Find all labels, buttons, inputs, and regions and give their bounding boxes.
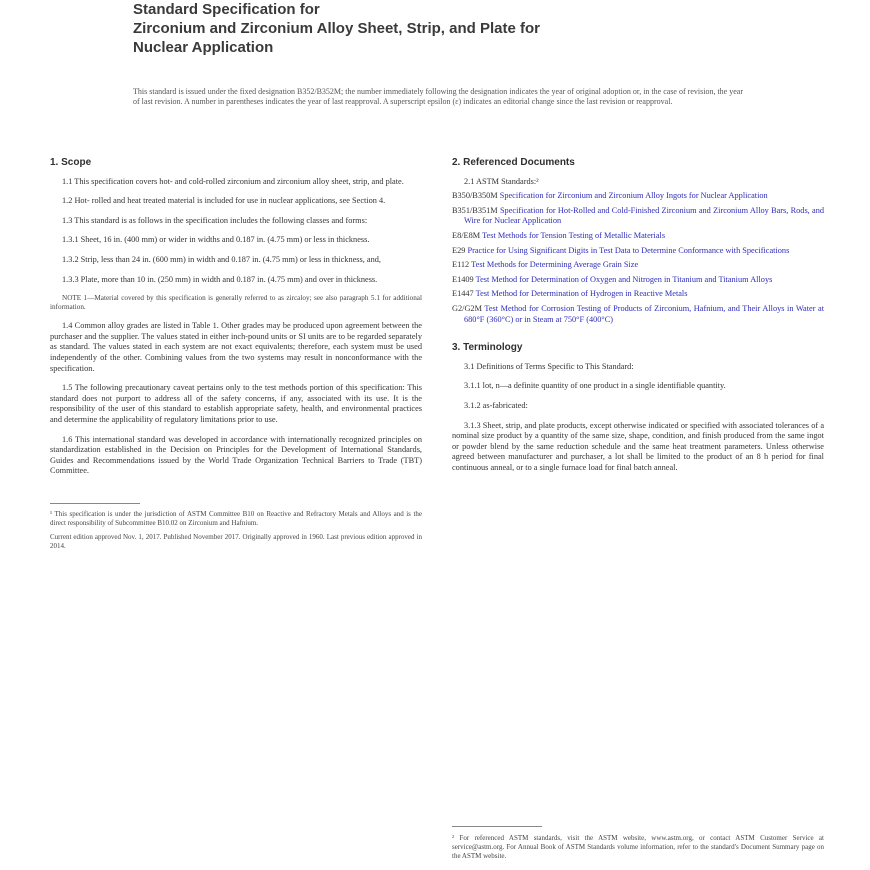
section-referenced-documents-heading: 2. Referenced Documents bbox=[452, 157, 575, 168]
reference-item[interactable]: E29 Practice for Using Significant Digits in Test Data to Determine Conformance with Specifications bbox=[452, 245, 790, 255]
paragraph-1-3: 1.3 This standard is as follows in the specification includes the following classes and forms: bbox=[62, 215, 368, 225]
footnote-divider bbox=[50, 503, 140, 504]
footnote-edition: Current edition approved Nov. 1, 2017. Published November 2017. Originally approved in 1960. Last previous edition approved in 2014. bbox=[50, 533, 422, 551]
paragraph-1-3-1: 1.3.1 Sheet, 16 in. (400 mm) or wider in widths and 0.187 in. (4.75 mm) or less in thickness. bbox=[62, 235, 370, 245]
paragraph-3-1-2: 3.1.2 as-fabricated: bbox=[464, 400, 528, 410]
paragraph-1-3-3: 1.3.3 Plate, more than 10 in. (250 mm) in width and 0.187 in. (4.75 mm) and over in thickness. bbox=[62, 274, 378, 284]
paragraph-1-3-2: 1.3.2 Strip, less than 24 in. (600 mm) in width and 0.187 in. (4.75 mm) or less in thickness, and, bbox=[62, 254, 381, 264]
title-line-1: Standard Specification for bbox=[133, 1, 320, 18]
paragraph-1-1: 1.1 This specification covers hot- and cold-rolled zirconium and zirconium alloy sheet, strip, and plate. bbox=[62, 176, 404, 186]
paragraph-1-4: 1.4 Common alloy grades are listed in Table 1. Other grades may be produced upon agreement between the purchaser and the supplier. The values stated in either inch-pound units or SI units are to be regarded separately as standard. The values stated in each system are not exact equivalents; therefore, each system must be used independently of the other. Combining values from the two systems may result in nonconformance with the specification. bbox=[50, 321, 422, 373]
astm-standards-label: 2.1 ASTM Standards:² bbox=[464, 176, 539, 186]
reference-item[interactable]: E1447 Test Method for Determination of Hydrogen in Reactive Metals bbox=[452, 289, 688, 299]
left-column bbox=[50, 158, 422, 557]
paragraph-3-1-1: 3.1.1 lot, n—a definite quantity of one product in a single identifiable quantity. bbox=[464, 381, 726, 391]
section-terminology-heading: 3. Terminology bbox=[452, 342, 523, 354]
title-line-2: Zirconium and Zirconium Alloy Sheet, Strip, and Plate for bbox=[133, 20, 540, 37]
title-line-3: Nuclear Application bbox=[133, 39, 274, 56]
section-scope-heading: 1. Scope bbox=[50, 157, 92, 168]
paragraph-3-1-3: 3.1.3 Sheet, strip, and plate products, except otherwise indicated or specified with associated tolerances of a nominal size product by a quantity of the same size, shape, condition, and finish produced from the same ingot or powder blend by the same reduction schedule and the same heat treatment parameters. Unless otherwise agreed between manufacturer and purchaser, a lot shall be limited to the product of an 8 h period for final continuous anneal, or to a single furnace load for final batch anneal. bbox=[452, 420, 824, 472]
reference-item[interactable]: E1409 Test Method for Determination of Oxygen and Nitrogen in Titanium and Titanium Alloys bbox=[452, 274, 773, 284]
footnote-1: ¹ This specification is under the jurisdiction of ASTM Committee B10 on Reactive and Refractory Metals and Alloys and is the direct responsibility of Subcommittee B10.02 on Zirconium and Hafnium. bbox=[50, 509, 422, 527]
paragraph-1-2: 1.2 Hot- rolled and heat treated material is included for use in nuclear applications, see Section 4. bbox=[62, 196, 386, 206]
document-title bbox=[133, 0, 773, 57]
reference-item[interactable]: E112 Test Methods for Determining Average Grain Size bbox=[452, 260, 639, 270]
right-column bbox=[452, 158, 824, 482]
right-footnote-divider bbox=[452, 826, 542, 827]
paragraph-1-5: 1.5 The following precautionary caveat pertains only to the test methods portion of this specification: This standard does not purport to address all of the safety concerns, if any, associated with its use. It is the responsibility of the user of this standard to establish appropriate safety, health, and environmental practices and determine the applicability of regulatory limitations prior to use. bbox=[50, 383, 422, 424]
paragraph-3-1: 3.1 Definitions of Terms Specific to This Standard: bbox=[464, 361, 634, 371]
designation-note: This standard is issued under the fixed designation B352/B352M; the number immediately following the designation indicates the year of original adoption or, in the case of revision, the year of last revision. A number in parentheses indicates the year of last reapproval. A superscript epsilon (ε) indicates an editorial change since the last revision or reapproval. bbox=[133, 87, 743, 106]
note-1: NOTE 1—Material covered by this specification is generally referred to as zircaloy; see also paragraph 5.1 for additional information. bbox=[50, 294, 422, 312]
reference-item[interactable]: E8/E8M Test Methods for Tension Testing of Metallic Materials bbox=[452, 230, 666, 240]
reference-item[interactable]: B350/B350M Specification for Zirconium and Zirconium Alloy Ingots for Nuclear Application bbox=[452, 191, 768, 201]
paragraph-1-6: 1.6 This international standard was developed in accordance with internationally recognized principles on standardization established in the Decision on Principles for the Development of International Standards, Guides and Recommendations issued by the World Trade Organization Technical Barriers to Trade (TBT) Committee. bbox=[50, 434, 422, 476]
reference-item[interactable]: B351/B351M Specification for Hot-Rolled and Cold-Finished Zirconium and Zirconium Alloy Bars, Rods, and Wire for Nuclear Application bbox=[452, 205, 825, 226]
reference-item[interactable]: G2/G2M Test Method for Corrosion Testing of Products of Zirconium, Hafnium, and Their Alloys in Water at 680°F (360°C) or in Steam at 750°F (400°C) bbox=[452, 303, 824, 324]
footnote-2: ² For referenced ASTM standards, visit the ASTM website, www.astm.org, or contact ASTM Customer Service at service@astm.org. For Annual Book of ASTM Standards volume information, refer to the standard's Document Summary page on the ASTM website. bbox=[452, 834, 824, 860]
